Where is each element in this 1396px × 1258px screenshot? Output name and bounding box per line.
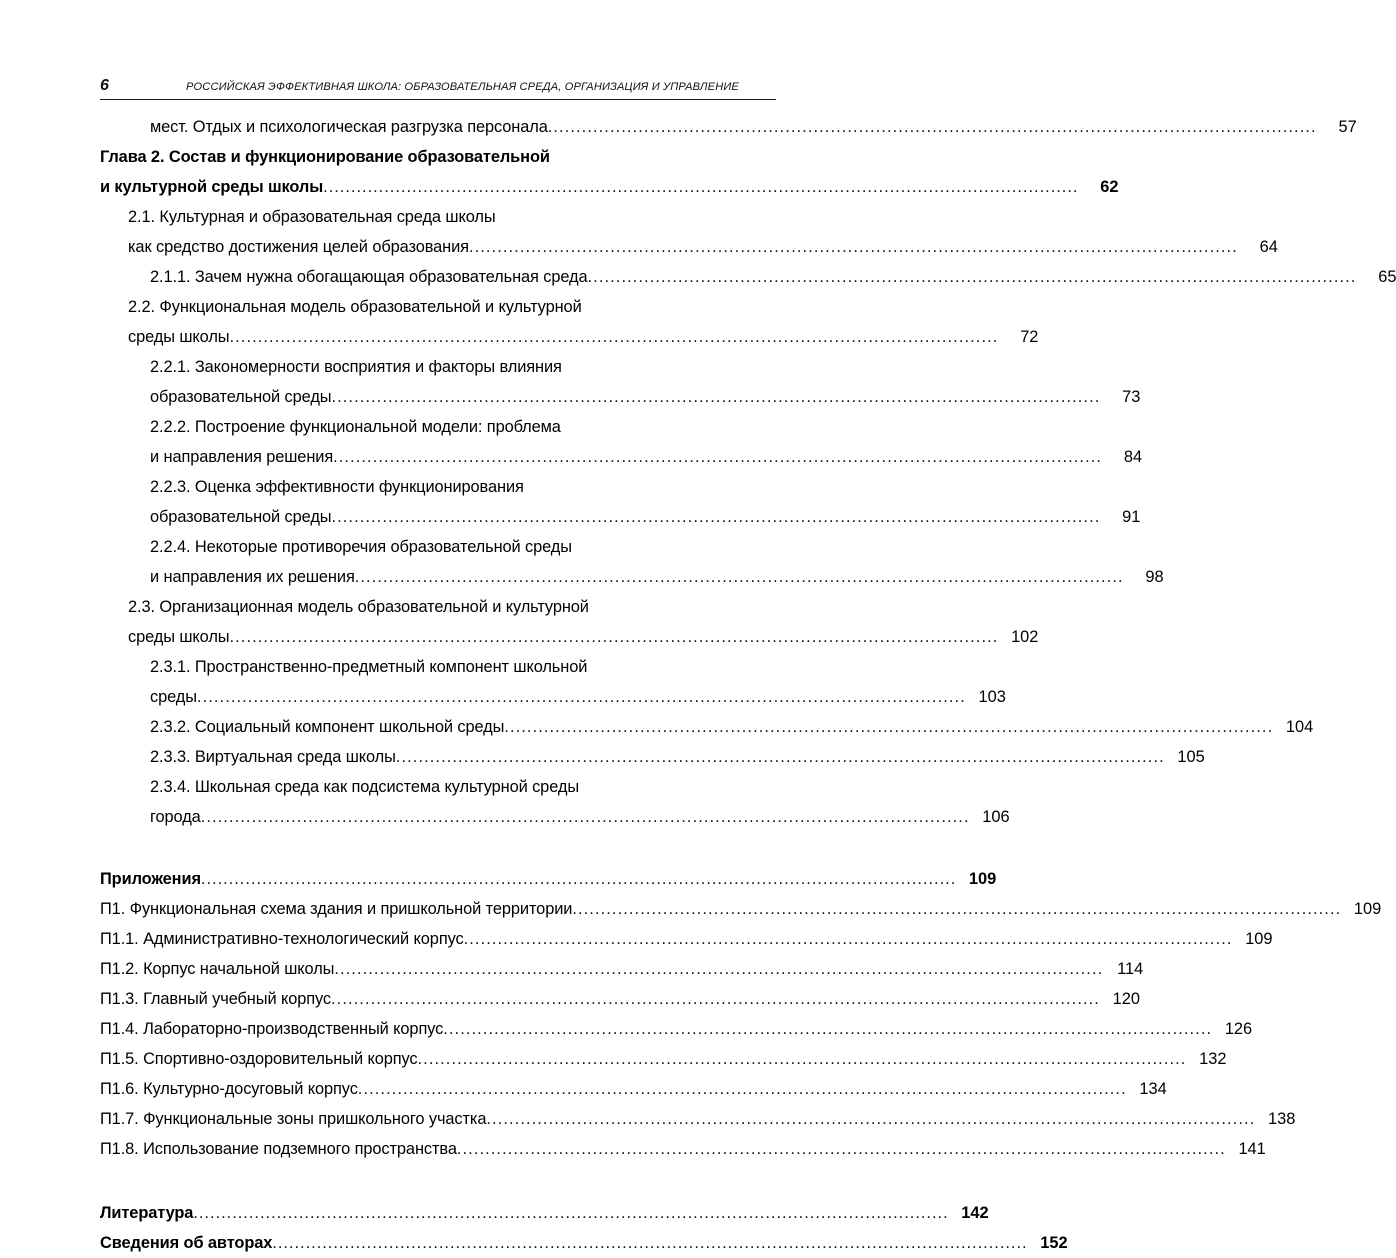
toc-entry-page-number: 142: [961, 1204, 989, 1222]
toc-entry-title: 2.3.4. Школьная среда как подсистема культурной среды: [150, 778, 580, 796]
toc-entry[interactable]: [100, 1044, 1227, 1074]
toc-entry[interactable]: [100, 382, 1141, 412]
toc-appendix-section: [100, 864, 1382, 1164]
toc-entry[interactable]: [100, 232, 1278, 262]
toc-entry-page-number: 57: [1338, 118, 1357, 136]
toc-entry[interactable]: [100, 652, 776, 682]
toc-entry[interactable]: [100, 532, 776, 562]
toc-entry-title: образовательной среды: [150, 508, 332, 526]
toc-entry[interactable]: [100, 292, 776, 322]
toc-leader-dots: [272, 1228, 1027, 1258]
toc-leader-dots: [418, 1044, 1187, 1074]
toc-entry[interactable]: [100, 984, 1140, 1014]
toc-entry[interactable]: [100, 742, 1205, 772]
toc-entry-title: среды школы: [128, 628, 230, 646]
toc-entry-page-number: 120: [1112, 990, 1140, 1008]
toc-entry-page-number: 109: [1245, 930, 1273, 948]
toc-entry-title: Сведения об авторах: [100, 1234, 273, 1252]
toc-entry-title: 2.2.2. Построение функциональной модели: проблема: [150, 418, 561, 436]
toc-entry-page-number: 152: [1040, 1234, 1068, 1252]
toc-entry[interactable]: [100, 322, 1039, 352]
toc-entry[interactable]: [100, 924, 1273, 954]
toc-entry-title: 2.2.4. Некоторые противоречия образовательной среды: [150, 538, 572, 556]
toc-entry-title: 2.3.2. Социальный компонент школьной среды: [150, 718, 505, 736]
toc-leader-dots: [201, 802, 970, 832]
toc-entry-title: 2.3. Организационная модель образовательной и культурной: [128, 598, 589, 616]
toc-entry-page-number: 84: [1123, 448, 1143, 466]
page-number-folio: 6: [100, 77, 109, 94]
toc-leader-dots: [333, 442, 1102, 472]
toc-leader-dots: [572, 894, 1341, 924]
toc-entry-title: 2.2.1. Закономерности восприятия и факторы влияния: [150, 358, 562, 376]
toc-entry-title: П1.5. Спортивно-оздоровительный корпус: [100, 1050, 418, 1068]
toc-leader-dots: [457, 1134, 1226, 1164]
toc-entry[interactable]: [100, 592, 776, 622]
toc-leader-dots: [358, 1074, 1127, 1104]
toc-entry-page-number: 65: [1378, 268, 1396, 286]
toc-entry-title: Литература: [100, 1204, 194, 1222]
toc-entry-title: среды: [150, 688, 197, 706]
toc-entry-title: 2.1.1. Зачем нужна обогащающая образовательная среда: [150, 268, 588, 286]
toc-entry-page-number: 103: [978, 688, 1006, 706]
toc-entry[interactable]: [100, 682, 1006, 712]
toc-leader-dots: [334, 954, 1103, 984]
toc-entry-page-number: 126: [1224, 1020, 1253, 1038]
toc-entry-title: П1.6. Культурно-досуговый корпус: [100, 1080, 358, 1098]
toc-entry-page-number: 62: [1100, 178, 1119, 196]
toc-entry-title: П1.2. Корпус начальной школы: [100, 960, 335, 978]
toc-leader-dots: [396, 742, 1165, 772]
section-gap: [100, 1164, 776, 1198]
toc-entry[interactable]: [100, 142, 776, 172]
toc-entry-page-number: 114: [1117, 960, 1144, 978]
toc-entry[interactable]: [100, 112, 1357, 142]
toc-entry-title: Приложения: [100, 870, 201, 888]
toc-leader-dots: [469, 232, 1238, 262]
toc-leader-dots: [201, 864, 956, 894]
toc-leader-dots: [355, 562, 1124, 592]
toc-leader-dots: [331, 984, 1100, 1014]
toc-entry[interactable]: [100, 1198, 989, 1228]
toc-entry-page-number: 72: [1020, 328, 1039, 346]
toc-entry-title: П1.7. Функциональные зоны пришкольного участка: [100, 1110, 487, 1128]
toc-back-matter-section: [100, 1198, 1068, 1258]
toc-entry-title: П1.1. Административно-технологический корпус: [100, 930, 464, 948]
toc-entry[interactable]: [100, 202, 776, 232]
toc-leader-dots: [331, 502, 1100, 532]
toc-entry-title: 2.3.1. Пространственно-предметный компонент школьной: [150, 658, 588, 676]
table-of-contents: [100, 112, 1396, 1258]
toc-entry-page-number: 102: [1011, 628, 1039, 646]
toc-entry[interactable]: [100, 712, 1314, 742]
toc-entry-page-number: 132: [1199, 1050, 1227, 1068]
toc-entry-title: и направления их решения: [150, 568, 355, 586]
toc-entry[interactable]: [100, 352, 776, 382]
toc-entry-title: 2.1. Культурная и образовательная среда школы: [128, 208, 496, 226]
toc-entry-title: образовательной среды: [150, 388, 332, 406]
toc-entry[interactable]: [100, 864, 997, 894]
toc-entry[interactable]: [100, 1134, 1266, 1164]
toc-main-section: [100, 112, 1396, 832]
toc-entry[interactable]: [100, 502, 1141, 532]
toc-entry-title: и культурной среды школы: [100, 178, 324, 196]
toc-leader-dots: [486, 1104, 1255, 1134]
toc-entry-page-number: 134: [1139, 1080, 1167, 1098]
toc-entry[interactable]: [100, 262, 1396, 292]
toc-leader-dots: [229, 322, 998, 352]
toc-leader-dots: [548, 112, 1317, 142]
toc-entry[interactable]: [100, 894, 1382, 924]
toc-entry-page-number: 98: [1145, 568, 1164, 586]
toc-entry-page-number: 109: [968, 870, 997, 888]
running-head-title: РОССИЙСКАЯ ЭФФЕКТИВНАЯ ШКОЛА: ОБРАЗОВАТЕЛЬНАЯ СРЕДА, ОРГАНИЗАЦИЯ И УПРАВЛЕНИЕ: [186, 81, 739, 93]
toc-entry-page-number: 91: [1122, 508, 1141, 526]
toc-entry-title: среды школы: [128, 328, 230, 346]
toc-entry-title: мест. Отдых и психологическая разгрузка персонала: [150, 118, 548, 136]
toc-leader-dots: [443, 1014, 1212, 1044]
toc-leader-dots: [464, 924, 1233, 954]
running-head: [100, 78, 776, 100]
toc-entry-title: 2.2.3. Оценка эффективности функционирования: [150, 478, 524, 496]
toc-entry-title: и направления решения: [150, 448, 334, 466]
toc-entry-page-number: 104: [1285, 718, 1314, 736]
toc-leader-dots: [588, 262, 1357, 292]
section-gap: [100, 832, 776, 864]
toc-entry[interactable]: [100, 954, 1144, 984]
toc-leader-dots: [331, 382, 1100, 412]
toc-entry[interactable]: [100, 1014, 1253, 1044]
toc-entry-page-number: 73: [1122, 388, 1141, 406]
toc-entry-page-number: 138: [1267, 1110, 1296, 1128]
toc-entry[interactable]: [100, 172, 1119, 202]
toc-leader-dots: [504, 712, 1273, 742]
toc-entry-title: П1. Функциональная схема здания и пришкольной территории: [100, 900, 573, 918]
toc-entry[interactable]: [100, 562, 1164, 592]
toc-entry-title: П1.8. Использование подземного пространства: [100, 1140, 457, 1158]
toc-entry[interactable]: [100, 1104, 1296, 1134]
toc-entry-page-number: 64: [1259, 238, 1278, 256]
toc-leader-dots: [323, 172, 1078, 202]
toc-leader-dots: [197, 682, 966, 712]
toc-entry[interactable]: [100, 1074, 1167, 1104]
toc-entry-page-number: 106: [982, 808, 1010, 826]
toc-entry[interactable]: [100, 622, 1039, 652]
toc-leader-dots: [229, 622, 998, 652]
toc-entry-title: П1.3. Главный учебный корпус: [100, 990, 332, 1008]
toc-entry-page-number: 141: [1238, 1140, 1266, 1158]
toc-entry-title: 2.3.3. Виртуальная среда школы: [150, 748, 396, 766]
toc-entry-page-number: 105: [1177, 748, 1205, 766]
toc-entry-title: как средство достижения целей образования: [128, 238, 469, 256]
toc-entry[interactable]: [100, 772, 776, 802]
toc-entry-title: города: [150, 808, 201, 826]
toc-entry[interactable]: [100, 412, 776, 442]
toc-entry[interactable]: [100, 1228, 1068, 1258]
toc-entry[interactable]: [100, 472, 776, 502]
toc-entry-title: 2.2. Функциональная модель образовательной и культурной: [128, 298, 582, 316]
toc-entry[interactable]: [100, 442, 1143, 472]
toc-entry-page-number: 109: [1353, 900, 1382, 918]
toc-entry-title: П1.4. Лабораторно-производственный корпус: [100, 1020, 444, 1038]
toc-entry[interactable]: [100, 802, 1010, 832]
toc-leader-dots: [193, 1198, 948, 1228]
toc-entry-title: Глава 2. Состав и функционирование образовательной: [100, 148, 550, 166]
